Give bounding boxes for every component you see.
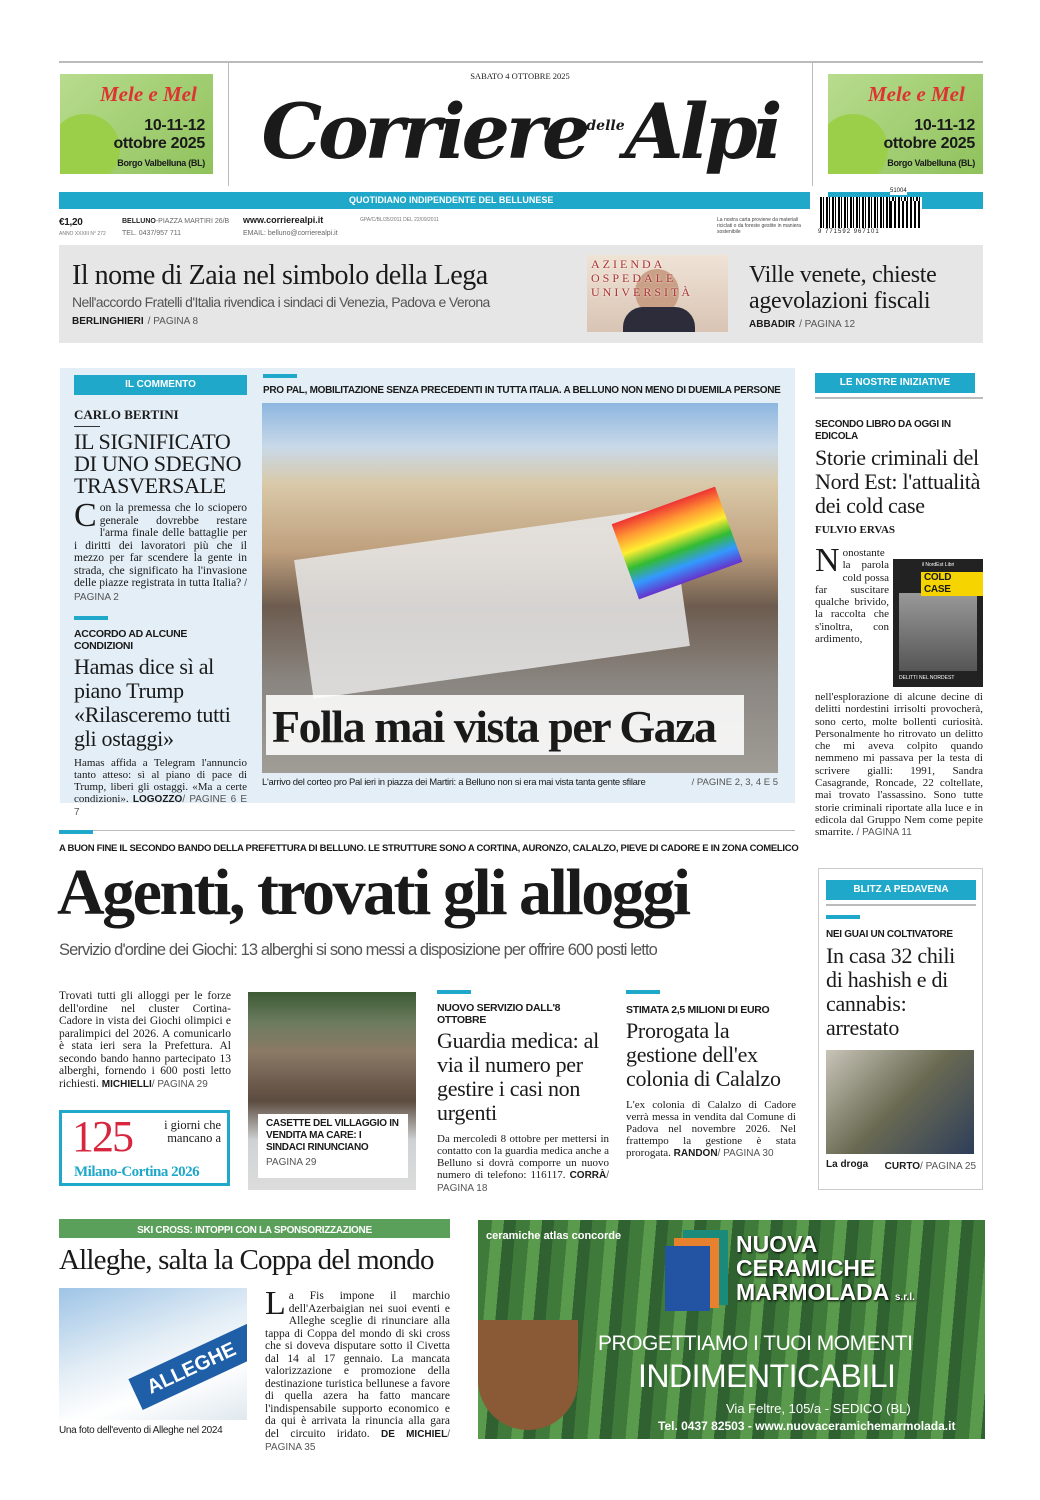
zaia-headline[interactable]: Il nome di Zaia nel simbolo della Lega <box>72 260 488 291</box>
alleghe-kicker: SKI CROSS: INTOPPI CON LA SPONSORIZZAZIONE <box>137 1225 372 1236</box>
company-name-3: MARMOLADA <box>736 1279 889 1305</box>
casette-headline: CASETTE DEL VILLAGGIO IN VENDITA MA CARE: I SINDACI RINUNCIANO <box>266 1118 399 1153</box>
website-link[interactable]: www.corrierealpi.it <box>243 215 324 225</box>
calalzo-story <box>626 990 796 1160</box>
main-kicker: A BUON FINE IL SECONDO BANDO DELLA PREFETTURA DI BELLUNO. LE STRUTTURE SONO A CORTINA, AURONZO, CALALZO, PIEVE DI CADORE E IN ZONA COMELICO <box>59 843 799 854</box>
author: DE MICHIEL <box>381 1428 448 1440</box>
countdown-number: 125 <box>72 1112 132 1161</box>
ad-title: Mele e Mel <box>100 82 197 106</box>
top-rule <box>59 61 983 63</box>
ad-month: ottobre 2025 <box>113 135 205 152</box>
zaia-sub: Nell'accordo Fratelli d'Italia rivendica i sindaci di Venezia, Padova e Verona <box>72 294 490 310</box>
company-suffix: s.r.l. <box>894 1292 915 1303</box>
book-title: COLD CASE <box>921 572 983 596</box>
gaza-headline[interactable]: Folla mai vista per Gaza <box>272 701 716 752</box>
alleghe-body: a Fis impone il marchio dell'Azerbaigian nei suoi eventi e Alleghe sceglie di rinunciare alla tappa di Coppa del mondo di ski cross che si doveva disputare sotto il Civetta dal 14 al 17 gennaio. La mancata valorizzazione e promozione della destinazione turistica bellunese a favore di quella azera ha fatto mancare l'indispensabile supporto economico e da qui è arrivata la rinuncia alla gara del circuito iridato. <box>265 1290 450 1440</box>
author: CURTO <box>884 1161 921 1172</box>
page-ref: PAGINA 29 <box>266 1157 317 1168</box>
tagline-bar: QUOTIDIANO INDIPENDENTE DEL BELLUNESE <box>59 192 810 209</box>
page-ref[interactable]: / PAGINA 30 <box>717 1148 774 1159</box>
blitz-photo <box>826 1050 974 1154</box>
registration: GPA/C/BL/35/2011 DEL 22/09/2011 <box>360 217 439 223</box>
barcode-number: 9 771592 967101 <box>818 229 880 235</box>
zaia-photo <box>587 255 728 332</box>
photo-caption: Una foto dell'evento di Alleghe nel 2024 <box>59 1425 223 1436</box>
drop-cap: L <box>265 1285 286 1322</box>
photo-caption: La droga <box>826 1159 869 1170</box>
author: CORRÀ <box>569 1170 607 1181</box>
guardia-story <box>437 990 609 1195</box>
hamas-body: Hamas affida a Telegram l'annuncio tanto atteso: sì al piano di pace di Trump, liberi gli ostaggi. «Ma a certe condizioni». <box>74 757 247 805</box>
issue-date: SABATO 4 OTTOBRE 2025 <box>470 71 570 81</box>
countdown-event: Milano-Cortina 2026 <box>74 1164 200 1180</box>
main-headline[interactable]: Agenti, trovati gli alloggi <box>57 856 689 929</box>
page-ref[interactable]: / PAGINA 11 <box>856 827 912 839</box>
guardia-kicker: NUOVO SERVIZIO DALL'8 OTTOBRE <box>437 1002 561 1026</box>
alleghe-headline[interactable]: Alleghe, salta la Coppa del mondo <box>59 1244 434 1276</box>
commento-body: on la premessa che lo sciopero generale dovrebbe restare l'arma finale delle battaglie per i diritti dei lavoratori più che il mezzo per far scendere la gente in strada, che significato ha l'invasione delle piazze registrata in tutta Italia? <box>74 502 247 589</box>
calalzo-headline[interactable]: Prorogata la gestione dell'ex colonia di Calalzo <box>626 1018 781 1091</box>
author: ABBADIR <box>749 319 796 330</box>
barcode-top: 51004 <box>890 188 907 194</box>
blitz-kicker: NEI GUAI UN COLTIVATORE <box>826 929 953 940</box>
page-ref[interactable]: / PAGINA 18 <box>437 1170 610 1194</box>
photo-sign-text: AZIENDA OSPEDALE UNIVERSITÀ <box>591 257 693 299</box>
book-publisher: il NordEst Libri <box>921 562 955 568</box>
blitz-tab: BLITZ A PEDAVENA <box>826 880 976 900</box>
company-name-1: NUOVA <box>736 1231 818 1257</box>
commento-headline[interactable]: IL SIGNIFICATO DI UNO SDEGNO TRASVERSALE <box>74 429 242 498</box>
guardia-headline[interactable]: Guardia medica: al via il numero per gestire i casi non urgenti <box>437 1028 599 1125</box>
author: LOGOZZO <box>132 794 183 805</box>
ville-story <box>749 262 979 331</box>
book-footer: DELITTI NEL NORDEST <box>899 675 955 681</box>
hamas-kicker: ACCORDO AD ALCUNE CONDIZIONI <box>74 628 188 652</box>
ad-title: Mele e Mel <box>868 82 965 106</box>
side-ad-right[interactable] <box>828 74 983 174</box>
ad-dates: 10-11-12 <box>914 117 975 134</box>
paper-note: La nostra carta proviene da materiali riciclati o da foreste gestite in maniera sostenibile <box>717 217 801 235</box>
page-ref[interactable]: / PAGINE 2, 3, 4 E 5 <box>691 777 778 788</box>
author: CARLO BERTINI <box>74 407 179 422</box>
alleghe-photo <box>59 1288 247 1420</box>
author: MICHIELLI <box>101 1078 152 1090</box>
ceramiche-ad[interactable] <box>478 1220 985 1439</box>
wood-bowl <box>478 1320 578 1430</box>
ville-headline[interactable]: Ville venete, chieste agevolazioni fiscali <box>749 262 937 314</box>
drop-cap: N <box>815 542 840 579</box>
page-ref[interactable]: / PAGINA 8 <box>147 316 199 327</box>
ad-address: Via Feltre, 105/a - SEDICO (BL) <box>726 1401 911 1416</box>
gaza-kicker: PRO PAL, MOBILITAZIONE SENZA PRECEDENTI IN TUTTA ITALIA. A BELLUNO NON MENO DI DUEMILA PERSONE <box>263 385 781 396</box>
page-ref[interactable]: / PAGINA 2 <box>74 578 247 603</box>
company-logo <box>665 1246 710 1311</box>
company-name-2: CERAMICHE <box>736 1255 876 1281</box>
countdown-text: i giorni che mancano a <box>164 1118 221 1145</box>
iniziative-tab: LE NOSTRE INIZIATIVE <box>815 373 975 393</box>
hamas-headline[interactable]: Hamas dice sì al piano Trump «Rilasceremo tutti gli ostaggi» <box>74 654 231 751</box>
author: BERLINGHIERI <box>72 316 144 327</box>
iniziative-body-cont: quando nemmeno mi passava per la testa di scrivere gialli: 1991, Sandra Casagrande, Roncade, 22 coltellate, mai trovato l'assassino. Sono tutte storie criminali riportate alla luce e in edicola dal Gruppo Nem come pepite smarrite. <box>815 740 984 839</box>
blitz-story <box>826 880 976 1173</box>
phone: TEL. 0437/957 711 <box>122 230 182 237</box>
price: €1,20 <box>59 217 83 228</box>
page-ref[interactable]: / PAGINE 6 E 7 <box>74 794 248 818</box>
author: RANDON <box>673 1148 718 1159</box>
ad-dates: 10-11-12 <box>144 117 205 134</box>
page-ref[interactable]: / PAGINA 35 <box>265 1428 450 1453</box>
masthead-logo[interactable] <box>228 86 812 176</box>
address: BELLUNO <box>122 218 156 225</box>
calalzo-kicker: STIMATA 2,5 MILIONI DI EURO <box>626 1004 770 1016</box>
zaia-story <box>72 260 577 328</box>
blitz-headline[interactable]: In casa 32 chili di hashish e di cannabis: arrestato <box>826 943 955 1040</box>
apple-icon <box>60 114 120 174</box>
page-ref[interactable]: / PAGINA 12 <box>799 319 856 330</box>
issue-number: ANNO XXXIII N° 272 <box>59 231 106 237</box>
ad-place: Borgo Valbelluna (BL) <box>117 158 205 168</box>
countdown-box <box>59 1110 230 1186</box>
author: FULVIO ERVAS <box>815 524 896 536</box>
iniziative-body: onostante la parola cold possa far suscitare qualche brivido, la raccolta che s'inoltra, con ardimento, nell'esplorazione di alcune decine di delitti nordestini irrisolti provocherà, sono certo, molte bollenti curiosità. Personalmente ho ritrovato un delitto che mi aveva colpito <box>815 547 983 753</box>
book-cover[interactable] <box>893 559 983 687</box>
email-link[interactable]: EMAIL: belluno@corrierealpi.it <box>243 230 338 237</box>
page-ref[interactable]: / PAGINA 25 <box>920 1161 976 1172</box>
iniziative-kicker: SECONDO LIBRO DA OGGI IN EDICOLA <box>815 419 951 442</box>
ad-contact: Tel. 0437 82503 - www.nuovaceramichemarmolada.it <box>658 1419 956 1433</box>
main-sub: Servizio d'ordine dei Giochi: 13 alberghi si sono messi a disposizione per offrire 600 posti letto <box>59 941 657 959</box>
drop-cap: C <box>74 497 97 534</box>
address-rest: -PIAZZA MARTIRI 26/B <box>155 218 230 225</box>
commento-column <box>74 375 247 819</box>
logo-end: Alpi <box>624 87 779 176</box>
ad-brand: ceramiche atlas concorde <box>486 1230 622 1242</box>
calalzo-body: L'ex colonia di Calalzo di Cadore verrà messa in vendita dal Comune di Padova nel novembre 2026. Nel frattempo la gestione è stata prorogata. <box>626 1099 796 1159</box>
side-ad-left[interactable] <box>60 74 213 174</box>
ad-place: Borgo Valbelluna (BL) <box>887 158 975 168</box>
guardia-body: Da mercoledì 8 ottobre per mettersi in contatto con la guardia medica anche a Belluno si dovrà comporre un nuovo numero di telefono: 116117. <box>437 1133 609 1181</box>
ad-slogan-1: PROGETTIAMO I TUOI MOMENTI <box>598 1332 913 1355</box>
page-ref[interactable]: / PAGINA 29 <box>151 1078 208 1090</box>
commento-tab: IL COMMENTO <box>74 375 247 395</box>
photo-banner-text: ALLEGHE <box>128 1320 247 1410</box>
casette-photo[interactable] <box>248 992 416 1190</box>
main-body: Trovati tutti gli alloggi per le forze dell'ordine nel cluster Cortina-Cadore in vista dei Giochi olimpici e paralimpici del 2026. A comunicarlo è stata ieri sera la Prefettura. Al secondo bando hanno partecipato 13 alberghi, fornendo i 600 posti letto richiesti. <box>59 990 231 1090</box>
ad-month: ottobre 2025 <box>883 135 975 152</box>
iniziative-headline[interactable]: Storie criminali del Nord Est: l'attualità dei cold case <box>815 445 981 518</box>
logo-small: delle <box>586 118 625 134</box>
apple-icon <box>828 114 888 174</box>
ad-slogan-2: INDIMENTICABILI <box>638 1358 896 1394</box>
gaza-caption: L'arrivo del corteo pro Pal ieri in piazza dei Martiri: a Belluno non si era mai vista tanta gente sfilare <box>262 777 646 788</box>
logo-main: Corriere <box>261 87 587 176</box>
gaza-photo <box>262 403 778 773</box>
iniziative-column <box>815 373 983 840</box>
